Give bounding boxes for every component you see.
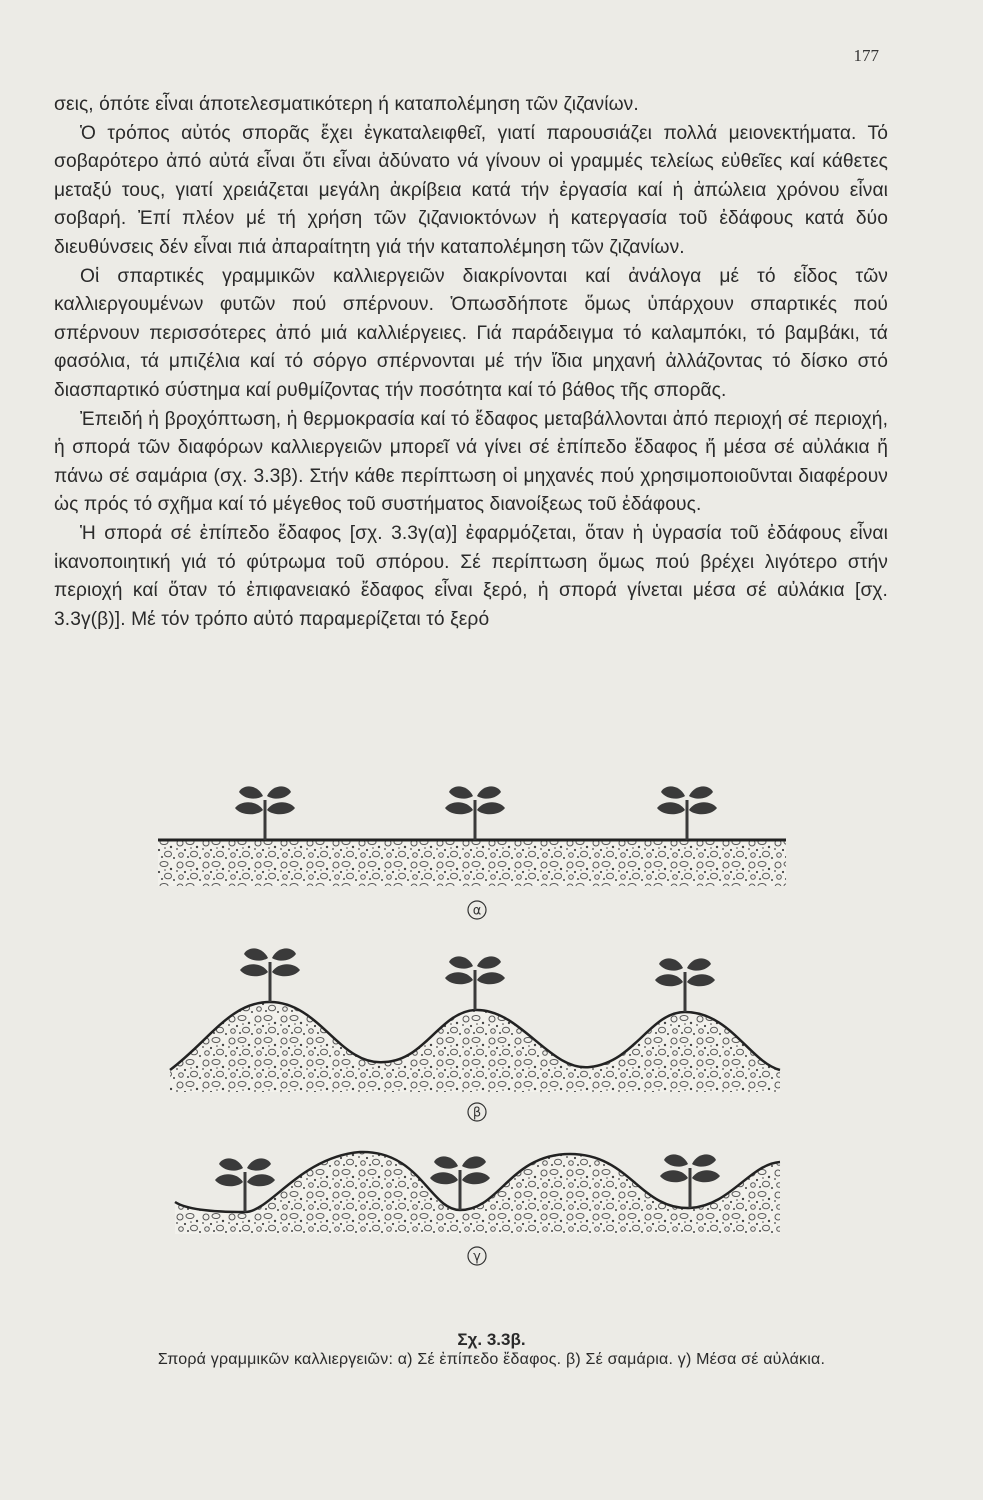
paragraph: Οἱ σπαρτικές γραμμικῶν καλλιεργειῶν διακρίνονται καί ἀνάλογα μέ τό εἶδος τῶν καλλιεργουμένων φυτῶν πού σπέρνουν. Ὁπωσδήποτε ὅμως ὑπάρχουν σπαρτικές πού σπέρνουν περισσότερες ἀπό μιά καλλιέργειες. Γιά παράδειγμα τό καλαμπόκι, τό βαμβάκι, τά φασόλια, τά μπιζέλια καί τό σόργο σπέρνονται μέ τήν ἴδια μηχανή ἀλλάζοντας τό δίσκο στό διασπαρτικό σύστημα καί ρυθμίζοντας τήν ποσότητα καί τό βάθος τῆς σπορᾶς. <box>54 265 888 401</box>
figure-caption-text: Σπορά γραμμικῶν καλλιεργειῶν: α) Σέ ἐπίπεδο ἔδαφος. β) Σέ σαμάρια. γ) Μέσα σέ αὐλάκια. <box>157 1351 826 1368</box>
panel-flat-soil <box>158 786 786 919</box>
paragraph: σεις, όπότε εἶναι άποτελεσματικότερη ή καταπολέμηση τῶν ζιζανίων. <box>54 94 639 115</box>
sowing-figure <box>150 772 800 1332</box>
panel-furrows <box>175 1152 780 1265</box>
panel-ridges <box>170 948 780 1121</box>
body-text <box>54 91 888 634</box>
page-number: 177 <box>853 46 879 65</box>
paragraph: Ἐπειδή ἡ βροχόπτωση, ἡ θερμοκρασία καί τό ἔδαφος μεταβάλλονται ἀπό περιοχή σέ περιοχή, ἡ σπορά τῶν διαφόρων καλλιεργειῶν μπορεῖ νά γίνει σέ ἐπίπεδο ἔδαφος ἤ μέσα σέ αὐλάκια ἤ πάνω σέ σαμάρια (σχ. 3.3β). Στήν κάθε περίπτωση οἱ μηχανές πού χρησιμοποιοῦνται διαφέρουν ὡς πρός τό σχῆμα καί τό μέγεθος τοῦ συστήματος διανοίξεως τοῦ ἐδάφους. <box>54 408 888 516</box>
panel-label-a: α <box>472 903 482 919</box>
paragraph: Ὁ τρόπος αὐτός σπορᾶς ἔχει ἐγκαταλειφθεῖ, γιατί παρουσιάζει πολλά μειονεκτήματα. Τό σοβαρότερο ἀπό αὐτά εἶναι ὅτι εἶναι ἀδύνατο νά γίνουν οἱ γραμμές τελείως εὐθεῖες καί κάθετες μεταξύ τους, γιατί χρειάζεται μεγάλη ἀκρίβεια κατά τήν ἐργασία καί ἡ ἀπώλεια χρόνου εἶναι σοβαρή. Ἐπί πλέον μέ τή χρήση τῶν ζιζανιοκτόνων ἡ κατεργασία τοῦ ἐδάφους κατά δύο διευθύνσεις δέν εἶναι πιά ἀπαραίτητη γιά τήν καταπολέμηση τῶν ζιζανίων. <box>54 122 888 258</box>
panel-label-b: β <box>472 1105 482 1121</box>
paragraph: Ἡ σπορά σέ ἐπίπεδο ἔδαφος [σχ. 3.3γ(α)] ἐφαρμόζεται, ὅταν ἡ ὑγρασία τοῦ ἐδάφους εἶναι ἱκανοποιητική γιά τό φύτρωμα τοῦ σπόρου. Σέ περίπτωση ὅμως πού βρέχει λιγότερο στήν περιοχή καί ὅταν τό ἐπιφανειακό ἔδαφος εἶναι ξερό, ἡ σπορά γίνεται μέσα σέ αὐλάκια [σχ. 3.3γ(β)]. Μέ τόν τρόπο αὐτό παραμερίζεται τό ξερό <box>54 522 888 630</box>
figure-caption-title: Σχ. 3.3β. <box>457 1330 526 1349</box>
panel-label-c: γ <box>473 1249 481 1265</box>
